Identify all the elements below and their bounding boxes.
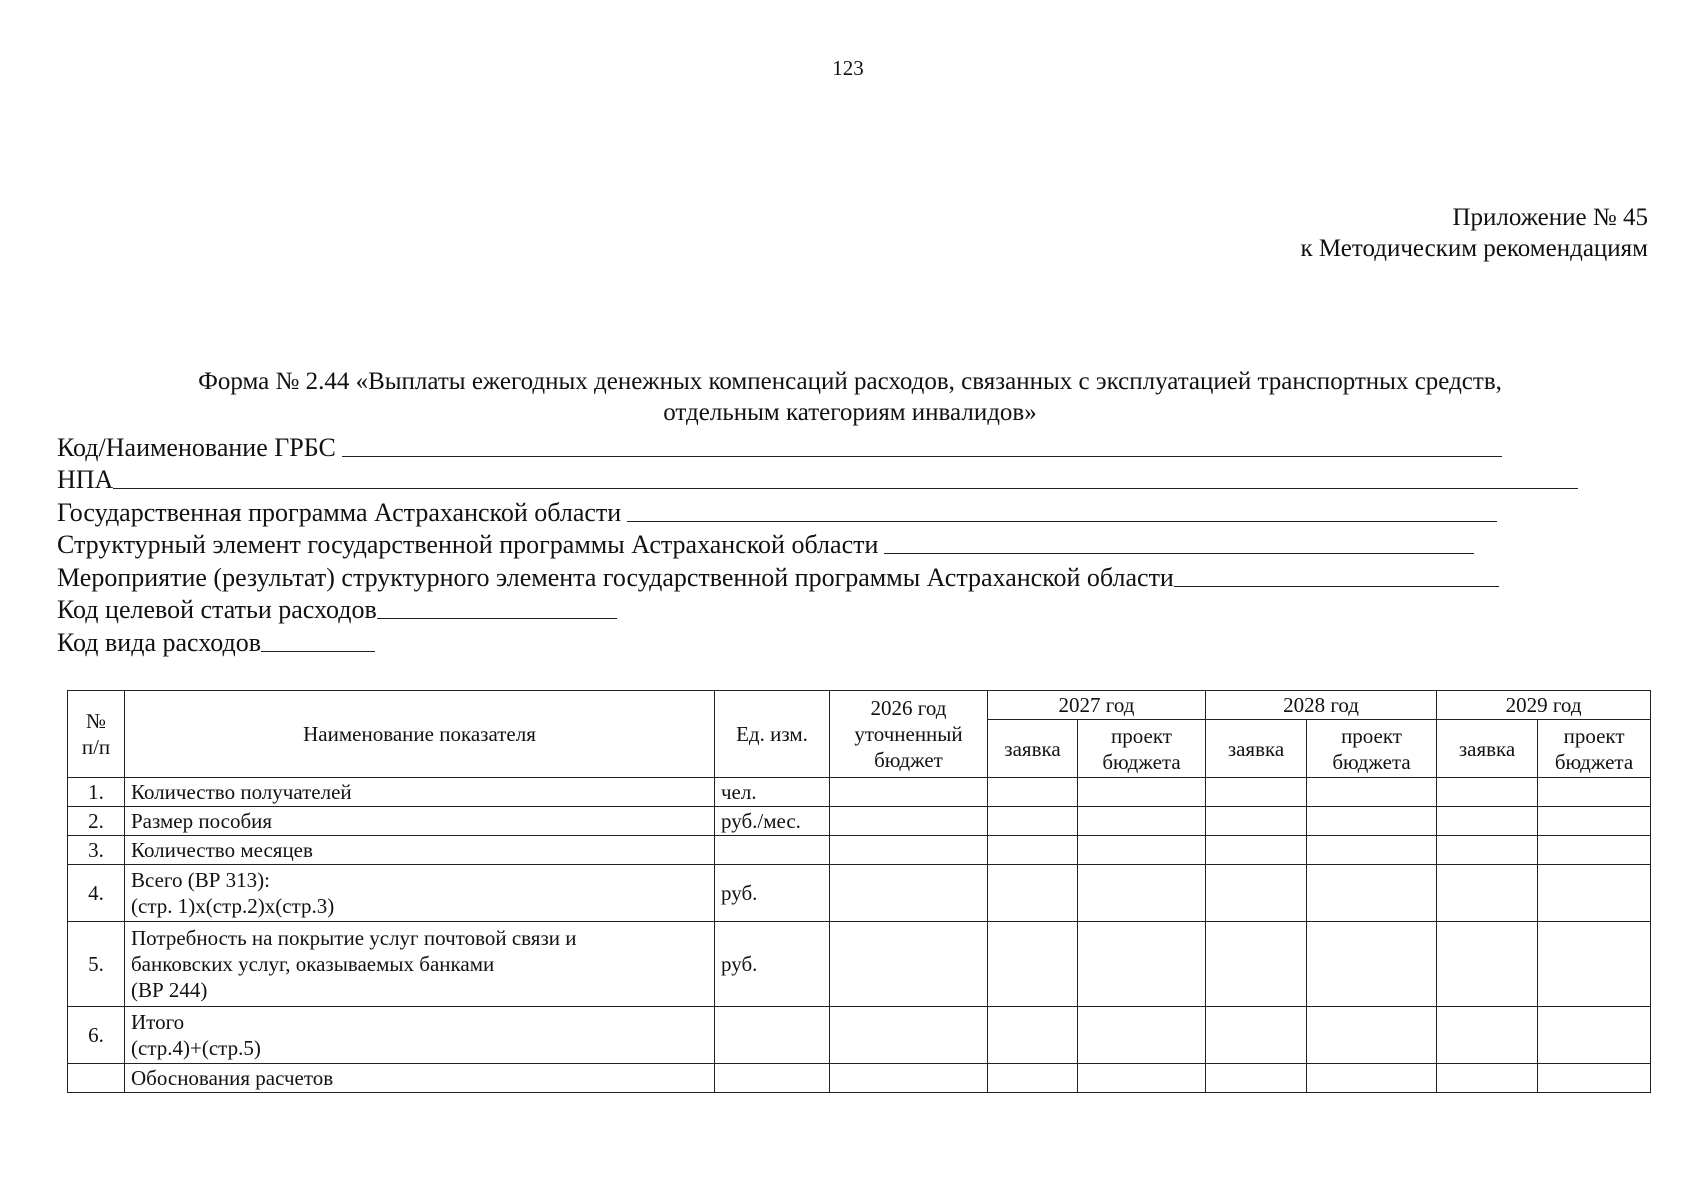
form-fields bbox=[57, 430, 1647, 658]
value-cell[interactable] bbox=[988, 1007, 1078, 1064]
header-2027: 2027 год bbox=[988, 691, 1206, 720]
value-cell[interactable] bbox=[830, 778, 988, 807]
value-cell[interactable] bbox=[988, 1064, 1078, 1093]
value-cell[interactable] bbox=[988, 778, 1078, 807]
form-title-line-2: отдельным категориям инвалидов» bbox=[663, 399, 1037, 426]
row-number: 6. bbox=[68, 1007, 125, 1064]
value-cell[interactable] bbox=[988, 922, 1078, 1007]
form-title-line-1: Форма № 2.44 «Выплаты ежегодных денежных компенсаций расходов, связанных с эксплуатацией транспортных средств, bbox=[198, 368, 1502, 395]
row-unit bbox=[715, 1064, 830, 1093]
row-number: 2. bbox=[68, 807, 125, 836]
field-npa-blank[interactable] bbox=[113, 488, 1578, 489]
value-cell[interactable] bbox=[1437, 807, 1538, 836]
value-cell[interactable] bbox=[1307, 1007, 1437, 1064]
row-number: 3. bbox=[68, 836, 125, 865]
field-program bbox=[57, 495, 1647, 528]
row-number: 4. bbox=[68, 865, 125, 922]
field-expense-type-label: Код вида расходов bbox=[57, 627, 261, 657]
header-2028-request: заявка bbox=[1206, 720, 1307, 778]
appendix-number: Приложение № 45 bbox=[1452, 204, 1648, 231]
row-name: Количество месяцев bbox=[125, 836, 715, 865]
value-cell[interactable] bbox=[1206, 1007, 1307, 1064]
header-2026: 2026 год уточненный бюджет bbox=[830, 691, 988, 778]
value-cell[interactable] bbox=[1538, 1064, 1651, 1093]
value-cell[interactable] bbox=[1437, 865, 1538, 922]
value-cell[interactable] bbox=[1078, 922, 1206, 1007]
value-cell[interactable] bbox=[1078, 1064, 1206, 1093]
field-structural-element bbox=[57, 528, 1647, 561]
field-structural-element-blank[interactable] bbox=[884, 553, 1474, 554]
row-name: Количество получателей bbox=[125, 778, 715, 807]
header-2028-draft: проект бюджета bbox=[1307, 720, 1437, 778]
header-name: Наименование показателя bbox=[125, 691, 715, 778]
appendix-header bbox=[1300, 202, 1648, 264]
value-cell[interactable] bbox=[1206, 922, 1307, 1007]
header-2027-request: заявка bbox=[988, 720, 1078, 778]
row-unit: руб. bbox=[715, 865, 830, 922]
form-title bbox=[100, 366, 1600, 428]
value-cell[interactable] bbox=[1206, 836, 1307, 865]
value-cell[interactable] bbox=[830, 865, 988, 922]
row-unit bbox=[715, 836, 830, 865]
value-cell[interactable] bbox=[830, 807, 988, 836]
header-unit: Ед. изм. bbox=[715, 691, 830, 778]
header-2029: 2029 год bbox=[1437, 691, 1651, 720]
field-npa bbox=[57, 463, 1647, 496]
field-grbs bbox=[57, 430, 1647, 463]
table-row bbox=[68, 1007, 1651, 1064]
row-name: Обоснования расчетов bbox=[125, 1064, 715, 1093]
page-number: 123 bbox=[832, 56, 864, 80]
table-row bbox=[68, 778, 1651, 807]
value-cell[interactable] bbox=[1307, 1064, 1437, 1093]
value-cell[interactable] bbox=[1206, 1064, 1307, 1093]
field-program-blank[interactable] bbox=[627, 521, 1497, 522]
value-cell[interactable] bbox=[1437, 778, 1538, 807]
value-cell[interactable] bbox=[1538, 865, 1651, 922]
value-cell[interactable] bbox=[830, 1064, 988, 1093]
value-cell[interactable] bbox=[1437, 1007, 1538, 1064]
value-cell[interactable] bbox=[1078, 807, 1206, 836]
value-cell[interactable] bbox=[1437, 922, 1538, 1007]
value-cell[interactable] bbox=[1206, 778, 1307, 807]
value-cell[interactable] bbox=[1437, 836, 1538, 865]
value-cell[interactable] bbox=[1437, 1064, 1538, 1093]
value-cell[interactable] bbox=[1307, 865, 1437, 922]
value-cell[interactable] bbox=[1078, 836, 1206, 865]
value-cell[interactable] bbox=[1307, 778, 1437, 807]
field-grbs-blank[interactable] bbox=[342, 456, 1502, 457]
value-cell[interactable] bbox=[988, 836, 1078, 865]
field-program-label: Государственная программа Астраханской области bbox=[57, 497, 622, 527]
row-number: 5. bbox=[68, 922, 125, 1007]
appendix-reference: к Методическим рекомендациям bbox=[1300, 235, 1648, 262]
field-expense-type-blank[interactable] bbox=[261, 651, 375, 652]
row-unit: руб. bbox=[715, 922, 830, 1007]
field-target-article-label: Код целевой статьи расходов bbox=[57, 595, 377, 624]
table-row bbox=[68, 1064, 1651, 1093]
table-row bbox=[68, 807, 1651, 836]
value-cell[interactable] bbox=[1538, 922, 1651, 1007]
row-unit: руб./мес. bbox=[715, 807, 830, 836]
row-unit: чел. bbox=[715, 778, 830, 807]
value-cell[interactable] bbox=[1206, 807, 1307, 836]
table-row bbox=[68, 836, 1651, 865]
row-unit bbox=[715, 1007, 830, 1064]
header-2028: 2028 год bbox=[1206, 691, 1437, 720]
value-cell[interactable] bbox=[830, 922, 988, 1007]
value-cell[interactable] bbox=[1307, 836, 1437, 865]
field-grbs-label: Код/Наименование ГРБС bbox=[57, 432, 336, 462]
value-cell[interactable] bbox=[1538, 778, 1651, 807]
header-num: № п/п bbox=[68, 691, 125, 778]
value-cell[interactable] bbox=[1206, 865, 1307, 922]
header-2027-draft: проект бюджета bbox=[1078, 720, 1206, 778]
value-cell[interactable] bbox=[1538, 1007, 1651, 1064]
value-cell[interactable] bbox=[988, 807, 1078, 836]
row-name: Размер пособия bbox=[125, 807, 715, 836]
header-2029-request: заявка bbox=[1437, 720, 1538, 778]
row-number bbox=[68, 1064, 125, 1093]
value-cell[interactable] bbox=[830, 1007, 988, 1064]
value-cell[interactable] bbox=[988, 865, 1078, 922]
table-row bbox=[68, 922, 1651, 1007]
value-cell[interactable] bbox=[1307, 807, 1437, 836]
value-cell[interactable] bbox=[1078, 778, 1206, 807]
field-npa-label: НПА bbox=[57, 465, 114, 494]
field-target-article bbox=[57, 593, 1647, 626]
row-number: 1. bbox=[68, 778, 125, 807]
value-cell[interactable] bbox=[1538, 807, 1651, 836]
row-name: Итого (стр.4)+(стр.5) bbox=[125, 1007, 715, 1064]
value-cell[interactable] bbox=[1078, 1007, 1206, 1064]
header-2029-draft: проект бюджета bbox=[1538, 720, 1651, 778]
indicators-table bbox=[67, 690, 1651, 1093]
value-cell[interactable] bbox=[1307, 922, 1437, 1007]
row-name: Всего (ВР 313): (стр. 1)х(стр.2)х(стр.3) bbox=[125, 865, 715, 922]
field-target-article-blank[interactable] bbox=[377, 618, 617, 619]
field-structural-element-label: Структурный элемент государственной программы Астраханской области bbox=[57, 530, 879, 559]
field-measure bbox=[57, 560, 1647, 593]
row-name: Потребность на покрытие услуг почтовой связи и банковских услуг, оказываемых банками (ВР 244) bbox=[125, 922, 715, 1007]
field-measure-label: Мероприятие (результат) структурного элемента государственной программы Астраханской области bbox=[57, 562, 1174, 592]
value-cell[interactable] bbox=[830, 836, 988, 865]
value-cell[interactable] bbox=[1538, 836, 1651, 865]
field-expense-type bbox=[57, 625, 1647, 658]
value-cell[interactable] bbox=[1078, 865, 1206, 922]
table-row bbox=[68, 865, 1651, 922]
field-measure-blank[interactable] bbox=[1174, 586, 1499, 587]
